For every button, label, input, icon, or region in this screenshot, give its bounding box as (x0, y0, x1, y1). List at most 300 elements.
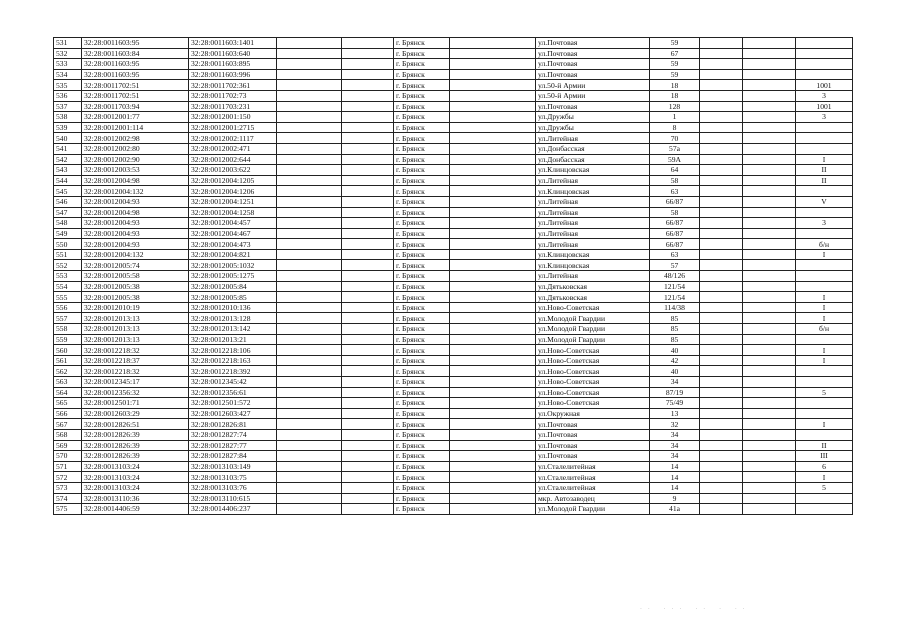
apartment-number-cell: б/н (796, 324, 853, 335)
blank-col-4-cell (277, 69, 342, 80)
apartment-number-cell: I (796, 292, 853, 303)
city-cell: г. Брянск (394, 313, 450, 324)
table-row (54, 472, 853, 483)
blank-col-7-cell (450, 260, 536, 271)
cadastral-number-cell: 32:28:0012826:39 (82, 440, 189, 451)
blank-col-4-cell (277, 355, 342, 366)
city-cell: г. Брянск (394, 239, 450, 250)
blank-col-10-cell (700, 122, 743, 133)
house-number-cell: 66/87 (650, 218, 700, 229)
blank-col-5-cell (342, 302, 394, 313)
object-cadastral-number-cell: 32:28:0012005:1275 (189, 271, 277, 282)
street-cell: ул.Почтовая (536, 419, 650, 430)
blank-col-7-cell (450, 112, 536, 123)
cadastral-number-cell: 32:28:0012013:13 (82, 313, 189, 324)
city-cell: г. Брянск (394, 281, 450, 292)
city-cell: г. Брянск (394, 59, 450, 70)
blank-col-11-cell (743, 218, 796, 229)
apartment-number-cell: I (796, 249, 853, 260)
blank-col-7-cell (450, 69, 536, 80)
blank-col-7-cell (450, 249, 536, 260)
house-number-cell: 13 (650, 408, 700, 419)
city-cell: г. Брянск (394, 302, 450, 313)
blank-col-4-cell (277, 440, 342, 451)
row-number-cell: 546 (54, 196, 82, 207)
object-cadastral-number-cell: 32:28:0013103:75 (189, 472, 277, 483)
blank-col-11-cell (743, 122, 796, 133)
blank-col-5-cell (342, 472, 394, 483)
row-number-cell: 562 (54, 366, 82, 377)
row-number-cell: 536 (54, 90, 82, 101)
blank-col-5-cell (342, 207, 394, 218)
blank-col-11-cell (743, 345, 796, 356)
blank-col-5-cell (342, 69, 394, 80)
apartment-number-cell (796, 38, 853, 49)
object-cadastral-number-cell: 32:28:0012827:74 (189, 429, 277, 440)
blank-col-4-cell (277, 493, 342, 504)
city-cell: г. Брянск (394, 504, 450, 515)
blank-col-5-cell (342, 260, 394, 271)
house-number-cell: 85 (650, 334, 700, 345)
object-cadastral-number-cell: 32:28:0012218:106 (189, 345, 277, 356)
blank-col-7-cell (450, 377, 536, 388)
blank-col-11-cell (743, 249, 796, 260)
cadastral-number-cell: 32:28:0012002:80 (82, 143, 189, 154)
apartment-number-cell: 3 (796, 112, 853, 123)
row-number-cell: 542 (54, 154, 82, 165)
blank-col-7-cell (450, 228, 536, 239)
blank-col-4-cell (277, 461, 342, 472)
blank-col-11-cell (743, 186, 796, 197)
blank-col-4-cell (277, 239, 342, 250)
city-cell: г. Брянск (394, 122, 450, 133)
blank-col-4-cell (277, 59, 342, 70)
blank-col-7-cell (450, 408, 536, 419)
house-number-cell: 58 (650, 175, 700, 186)
cadastral-number-cell: 32:28:0012005:58 (82, 271, 189, 282)
blank-col-10-cell (700, 196, 743, 207)
object-cadastral-number-cell: 32:28:0011603:640 (189, 48, 277, 59)
street-cell: ул.Ново-Советская (536, 302, 650, 313)
object-cadastral-number-cell: 32:28:0012013:128 (189, 313, 277, 324)
table-row (54, 196, 853, 207)
blank-col-5-cell (342, 461, 394, 472)
street-cell: ул.Ново-Советская (536, 345, 650, 356)
blank-col-7-cell (450, 292, 536, 303)
blank-col-4-cell (277, 260, 342, 271)
street-cell: ул.Ново-Советская (536, 366, 650, 377)
row-number-cell: 574 (54, 493, 82, 504)
apartment-number-cell: I (796, 472, 853, 483)
blank-col-4-cell (277, 165, 342, 176)
blank-col-10-cell (700, 69, 743, 80)
object-cadastral-number-cell: 32:28:0012004:473 (189, 239, 277, 250)
table-row (54, 122, 853, 133)
object-cadastral-number-cell: 32:28:0012827:84 (189, 451, 277, 462)
apartment-number-cell (796, 334, 853, 345)
house-number-cell: 66/87 (650, 196, 700, 207)
street-cell: ул.Ново-Советская (536, 387, 650, 398)
object-cadastral-number-cell: 32:28:0013103:149 (189, 461, 277, 472)
apartment-number-cell: б/н (796, 239, 853, 250)
object-cadastral-number-cell: 32:28:0012003:622 (189, 165, 277, 176)
cadastral-number-cell: 32:28:0011703:94 (82, 101, 189, 112)
blank-col-10-cell (700, 239, 743, 250)
table-row (54, 218, 853, 229)
cadastral-number-cell: 32:28:0012603:29 (82, 408, 189, 419)
blank-col-10-cell (700, 165, 743, 176)
table-row (54, 228, 853, 239)
city-cell: г. Брянск (394, 48, 450, 59)
object-cadastral-number-cell: 32:28:0012004:457 (189, 218, 277, 229)
row-number-cell: 558 (54, 324, 82, 335)
city-cell: г. Брянск (394, 324, 450, 335)
table-row (54, 90, 853, 101)
house-number-cell: 59 (650, 38, 700, 49)
blank-col-5-cell (342, 493, 394, 504)
row-number-cell: 543 (54, 165, 82, 176)
blank-col-11-cell (743, 196, 796, 207)
house-number-cell: 75/49 (650, 398, 700, 409)
table-row (54, 207, 853, 218)
apartment-number-cell: 1001 (796, 80, 853, 91)
house-number-cell: 18 (650, 80, 700, 91)
row-number-cell: 547 (54, 207, 82, 218)
blank-col-10-cell (700, 472, 743, 483)
row-number-cell: 534 (54, 69, 82, 80)
row-number-cell: 550 (54, 239, 82, 250)
apartment-number-cell (796, 377, 853, 388)
house-number-cell: 121/54 (650, 281, 700, 292)
cadastral-number-cell: 32:28:0012004:98 (82, 207, 189, 218)
blank-col-7-cell (450, 334, 536, 345)
house-number-cell: 57 (650, 260, 700, 271)
blank-col-7-cell (450, 324, 536, 335)
blank-col-7-cell (450, 419, 536, 430)
row-number-cell: 565 (54, 398, 82, 409)
street-cell: ул.Почтовая (536, 38, 650, 49)
blank-col-5-cell (342, 175, 394, 186)
blank-col-11-cell (743, 461, 796, 472)
cadastral-number-cell: 32:28:0012013:13 (82, 334, 189, 345)
table-row (54, 334, 853, 345)
blank-col-5-cell (342, 101, 394, 112)
blank-col-5-cell (342, 387, 394, 398)
blank-col-10-cell (700, 398, 743, 409)
blank-col-7-cell (450, 504, 536, 515)
row-number-cell: 559 (54, 334, 82, 345)
blank-col-10-cell (700, 366, 743, 377)
blank-col-7-cell (450, 345, 536, 356)
cadastral-number-cell: 32:28:0012218:32 (82, 366, 189, 377)
house-number-cell: 87/19 (650, 387, 700, 398)
object-cadastral-number-cell: 32:28:0012005:1032 (189, 260, 277, 271)
blank-col-5-cell (342, 482, 394, 493)
cadastral-number-cell: 32:28:0012002:90 (82, 154, 189, 165)
city-cell: г. Брянск (394, 249, 450, 260)
house-number-cell: 66/87 (650, 239, 700, 250)
house-number-cell: 85 (650, 313, 700, 324)
house-number-cell: 59 (650, 59, 700, 70)
apartment-number-cell: 6 (796, 461, 853, 472)
property-register-table (53, 37, 853, 515)
cadastral-number-cell: 32:28:0011702:51 (82, 90, 189, 101)
row-number-cell: 557 (54, 313, 82, 324)
blank-col-5-cell (342, 133, 394, 144)
blank-col-4-cell (277, 249, 342, 260)
blank-col-11-cell (743, 154, 796, 165)
blank-col-7-cell (450, 218, 536, 229)
table-row (54, 461, 853, 472)
house-number-cell: 121/54 (650, 292, 700, 303)
blank-col-7-cell (450, 440, 536, 451)
cadastral-number-cell: 32:28:0011603:95 (82, 38, 189, 49)
blank-col-5-cell (342, 366, 394, 377)
object-cadastral-number-cell: 32:28:0011703:231 (189, 101, 277, 112)
blank-col-4-cell (277, 101, 342, 112)
blank-col-10-cell (700, 493, 743, 504)
table-row (54, 281, 853, 292)
street-cell: ул.50-й Армии (536, 90, 650, 101)
blank-col-10-cell (700, 504, 743, 515)
city-cell: г. Брянск (394, 345, 450, 356)
object-cadastral-number-cell: 32:28:0014406:237 (189, 504, 277, 515)
table-row (54, 504, 853, 515)
blank-col-10-cell (700, 313, 743, 324)
blank-col-5-cell (342, 218, 394, 229)
street-cell: ул.Молодой Гвардии (536, 504, 650, 515)
house-number-cell: 8 (650, 122, 700, 133)
cadastral-number-cell: 32:28:0012345:17 (82, 377, 189, 388)
object-cadastral-number-cell: 32:28:0012004:1251 (189, 196, 277, 207)
cadastral-number-cell: 32:28:0012826:51 (82, 419, 189, 430)
object-cadastral-number-cell: 32:28:0012004:821 (189, 249, 277, 260)
row-number-cell: 540 (54, 133, 82, 144)
blank-col-10-cell (700, 218, 743, 229)
blank-col-7-cell (450, 387, 536, 398)
blank-col-7-cell (450, 207, 536, 218)
blank-col-4-cell (277, 154, 342, 165)
city-cell: г. Брянск (394, 38, 450, 49)
blank-col-7-cell (450, 482, 536, 493)
blank-col-11-cell (743, 366, 796, 377)
street-cell: ул.Клинцовская (536, 249, 650, 260)
blank-col-4-cell (277, 451, 342, 462)
street-cell: ул.Клинцовская (536, 260, 650, 271)
apartment-number-cell (796, 281, 853, 292)
row-number-cell: 552 (54, 260, 82, 271)
house-number-cell: 9 (650, 493, 700, 504)
blank-col-5-cell (342, 451, 394, 462)
city-cell: г. Брянск (394, 440, 450, 451)
blank-col-5-cell (342, 80, 394, 91)
blank-col-7-cell (450, 281, 536, 292)
blank-col-11-cell (743, 398, 796, 409)
blank-col-7-cell (450, 196, 536, 207)
blank-col-4-cell (277, 429, 342, 440)
table-row (54, 38, 853, 49)
apartment-number-cell (796, 429, 853, 440)
cadastral-number-cell: 32:28:0013103:24 (82, 472, 189, 483)
object-cadastral-number-cell: 32:28:0011603:1401 (189, 38, 277, 49)
blank-col-4-cell (277, 292, 342, 303)
blank-col-7-cell (450, 271, 536, 282)
blank-col-5-cell (342, 345, 394, 356)
table-row (54, 249, 853, 260)
blank-col-5-cell (342, 377, 394, 388)
table-row (54, 302, 853, 313)
blank-col-4-cell (277, 398, 342, 409)
blank-col-10-cell (700, 440, 743, 451)
blank-col-11-cell (743, 239, 796, 250)
object-cadastral-number-cell: 32:28:0011603:895 (189, 59, 277, 70)
blank-col-7-cell (450, 186, 536, 197)
table-row (54, 377, 853, 388)
street-cell: ул.Почтовая (536, 69, 650, 80)
city-cell: г. Брянск (394, 482, 450, 493)
blank-col-7-cell (450, 451, 536, 462)
object-cadastral-number-cell: 32:28:0012218:392 (189, 366, 277, 377)
blank-col-11-cell (743, 207, 796, 218)
object-cadastral-number-cell: 32:28:0012005:85 (189, 292, 277, 303)
house-number-cell: 34 (650, 429, 700, 440)
cadastral-number-cell: 32:28:0012003:53 (82, 165, 189, 176)
city-cell: г. Брянск (394, 207, 450, 218)
street-cell: ул.Почтовая (536, 440, 650, 451)
city-cell: г. Брянск (394, 292, 450, 303)
blank-col-11-cell (743, 90, 796, 101)
blank-col-11-cell (743, 165, 796, 176)
house-number-cell: 34 (650, 440, 700, 451)
object-cadastral-number-cell: 32:28:0012013:21 (189, 334, 277, 345)
blank-col-11-cell (743, 355, 796, 366)
cadastral-number-cell: 32:28:0011603:95 (82, 69, 189, 80)
blank-col-4-cell (277, 281, 342, 292)
street-cell: ул.Молодой Гвардии (536, 313, 650, 324)
blank-col-4-cell (277, 48, 342, 59)
blank-col-7-cell (450, 313, 536, 324)
city-cell: г. Брянск (394, 366, 450, 377)
table-row (54, 175, 853, 186)
house-number-cell: 48/126 (650, 271, 700, 282)
blank-col-11-cell (743, 377, 796, 388)
city-cell: г. Брянск (394, 154, 450, 165)
table-row (54, 239, 853, 250)
row-number-cell: 561 (54, 355, 82, 366)
blank-col-11-cell (743, 59, 796, 70)
street-cell: ул.Почтовая (536, 451, 650, 462)
street-cell: ул.Клинцовская (536, 186, 650, 197)
blank-col-7-cell (450, 133, 536, 144)
cadastral-number-cell: 32:28:0012004:93 (82, 218, 189, 229)
blank-col-11-cell (743, 80, 796, 91)
blank-col-5-cell (342, 186, 394, 197)
blank-col-11-cell (743, 493, 796, 504)
blank-col-7-cell (450, 122, 536, 133)
blank-col-5-cell (342, 334, 394, 345)
blank-col-10-cell (700, 324, 743, 335)
blank-col-4-cell (277, 196, 342, 207)
row-number-cell: 538 (54, 112, 82, 123)
apartment-number-cell: I (796, 345, 853, 356)
blank-col-5-cell (342, 239, 394, 250)
row-number-cell: 537 (54, 101, 82, 112)
cadastral-number-cell: 32:28:0014406:59 (82, 504, 189, 515)
table-row (54, 143, 853, 154)
row-number-cell: 566 (54, 408, 82, 419)
blank-col-5-cell (342, 419, 394, 430)
object-cadastral-number-cell: 32:28:0012603:427 (189, 408, 277, 419)
blank-col-10-cell (700, 419, 743, 430)
row-number-cell: 563 (54, 377, 82, 388)
house-number-cell: 34 (650, 377, 700, 388)
cadastral-number-cell: 32:28:0012004:132 (82, 249, 189, 260)
city-cell: г. Брянск (394, 429, 450, 440)
city-cell: г. Брянск (394, 133, 450, 144)
house-number-cell: 58 (650, 207, 700, 218)
city-cell: г. Брянск (394, 186, 450, 197)
blank-col-5-cell (342, 48, 394, 59)
street-cell: ул.Ново-Советская (536, 398, 650, 409)
row-number-cell: 541 (54, 143, 82, 154)
house-number-cell: 57а (650, 143, 700, 154)
object-cadastral-number-cell: 32:28:0012004:1258 (189, 207, 277, 218)
object-cadastral-number-cell: 32:28:0012013:142 (189, 324, 277, 335)
object-cadastral-number-cell: 32:28:0012218:163 (189, 355, 277, 366)
apartment-number-cell (796, 133, 853, 144)
cadastral-number-cell: 32:28:0011603:95 (82, 59, 189, 70)
blank-col-4-cell (277, 122, 342, 133)
street-cell: ул.Почтовая (536, 48, 650, 59)
table-row (54, 345, 853, 356)
house-number-cell: 18 (650, 90, 700, 101)
blank-col-10-cell (700, 38, 743, 49)
street-cell: ул.Литейная (536, 207, 650, 218)
blank-col-5-cell (342, 408, 394, 419)
apartment-number-cell (796, 69, 853, 80)
blank-col-4-cell (277, 143, 342, 154)
street-cell: ул.Донбасская (536, 154, 650, 165)
apartment-number-cell: II (796, 165, 853, 176)
blank-col-11-cell (743, 271, 796, 282)
street-cell: ул.Клинцовская (536, 165, 650, 176)
blank-col-4-cell (277, 271, 342, 282)
object-cadastral-number-cell: 32:28:0012501:572 (189, 398, 277, 409)
blank-col-5-cell (342, 324, 394, 335)
cadastral-number-cell: 32:28:0013103:24 (82, 482, 189, 493)
city-cell: г. Брянск (394, 472, 450, 483)
blank-col-5-cell (342, 313, 394, 324)
blank-col-10-cell (700, 48, 743, 59)
table-row (54, 133, 853, 144)
blank-col-11-cell (743, 482, 796, 493)
blank-col-7-cell (450, 175, 536, 186)
street-cell: ул.Литейная (536, 196, 650, 207)
blank-col-4-cell (277, 324, 342, 335)
table-row (54, 271, 853, 282)
cadastral-number-cell: 32:28:0012004:98 (82, 175, 189, 186)
street-cell: ул.Литейная (536, 218, 650, 229)
blank-col-10-cell (700, 186, 743, 197)
blank-col-5-cell (342, 196, 394, 207)
row-number-cell: 548 (54, 218, 82, 229)
blank-col-11-cell (743, 324, 796, 335)
blank-col-5-cell (342, 38, 394, 49)
blank-col-10-cell (700, 80, 743, 91)
table-row (54, 48, 853, 59)
blank-col-10-cell (700, 154, 743, 165)
city-cell: г. Брянск (394, 355, 450, 366)
